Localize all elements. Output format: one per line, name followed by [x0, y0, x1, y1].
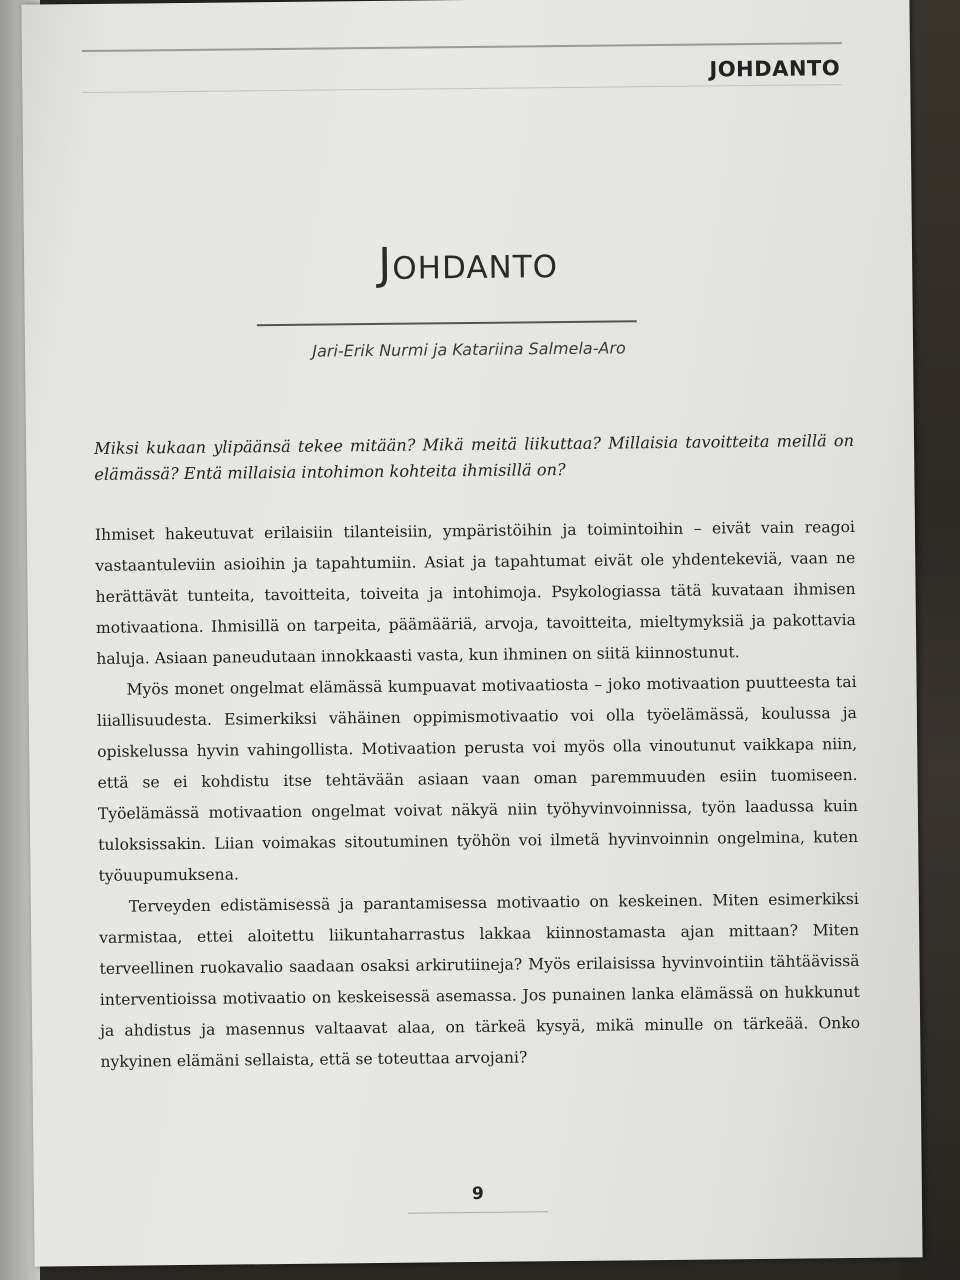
- chapter-authors: Jari-Erik Nurmi ja Katariina Salmela-Aro: [312, 338, 626, 361]
- book-page: [21, 0, 922, 1267]
- header-divider: [82, 84, 842, 93]
- body-paragraph-1: Ihmiset hakeutuvat erilaisiin tilanteisiin, ympäristöihin ja toimintoihin – eivät vain reagoi vastaantuleviin asioihin ja tapahtumiin. Asiat ja tapahtumat eivät ole yhdentekeviä, vaan ne herättävät tunteita, tavoitteita, toiveita ja intohimoja. Psykologiassa tätä kuvataan ihmisen motivaationa. Ihmisillä on tarpeita, päämääriä, arvoja, tavoitteita, mieltymyksiä ja pakottavia haluja. Asiaan paneudutaan innokkaasti vasta, kun ihminen on siitä kiinnostunut.: [94, 517, 856, 668]
- running-head: JOHDANTO: [709, 56, 841, 82]
- header-rule: [82, 42, 842, 52]
- body-paragraph-2: Myös monet ongelmat elämässä kumpuavat motivaatiosta – joko motivaation puutteesta tai liiallisuudesta. Esimerkiksi vähäinen oppimismotivaatio voi olla työelämässä, koulussa ja opiskelussa hyvin vahingollista. Motivaation perusta voi myös olla vinoutunut vaikkapa niin, että se ei kohdistu itse tehtävään asiaan vaan oman paremmuuden esiin tuomiseen. Työelämässä motivaation ongelmat voivat näkyä niin työhyvinvoinnissa, työn laadussa kuin tuloksissakin. Liian voimakas sitoutuminen työhön voi ilmetä hyvinvoinnin ongelmina, kuten työuupumuksena.: [96, 672, 859, 885]
- body-text: [95, 512, 861, 1078]
- page-number: 9: [471, 1183, 484, 1205]
- body-paragraph-3: Terveyden edistämisessä ja parantamisessa motivaatio on keskeinen. Miten esimerkiksi varmistaa, ettei aloitettu liikuntaharrastus lakkaa kiinnostamasta ajan mittaan? Miten terveellinen ruokavalio saadaan osaksi arkirutiineja? Myös erilaisissa hyvinvointiin tähtäävissä interventioissa motivaatio on keskeisessä asemassa. Jos punainen lanka elämässä on hukkunut ja ahdistus ja masennus valtaavat alaa, on tärkeä kysyä, mikä minulle on tärkeää. Onko nykyinen elämäni sellaista, että se toteuttaa arvojani?: [99, 889, 861, 1071]
- chapter-title: Johdanto: [378, 237, 559, 290]
- title-rule: [257, 320, 637, 326]
- lead-paragraph: Miksi kukaan ylipäänsä tekee mitään? Mikä meitä liikuttaa? Millaisia tavoitteita meillä on elämässä? Entä millaisia intohimon kohteita ihmisillä on?: [93, 430, 855, 484]
- footer-rule: [408, 1211, 548, 1213]
